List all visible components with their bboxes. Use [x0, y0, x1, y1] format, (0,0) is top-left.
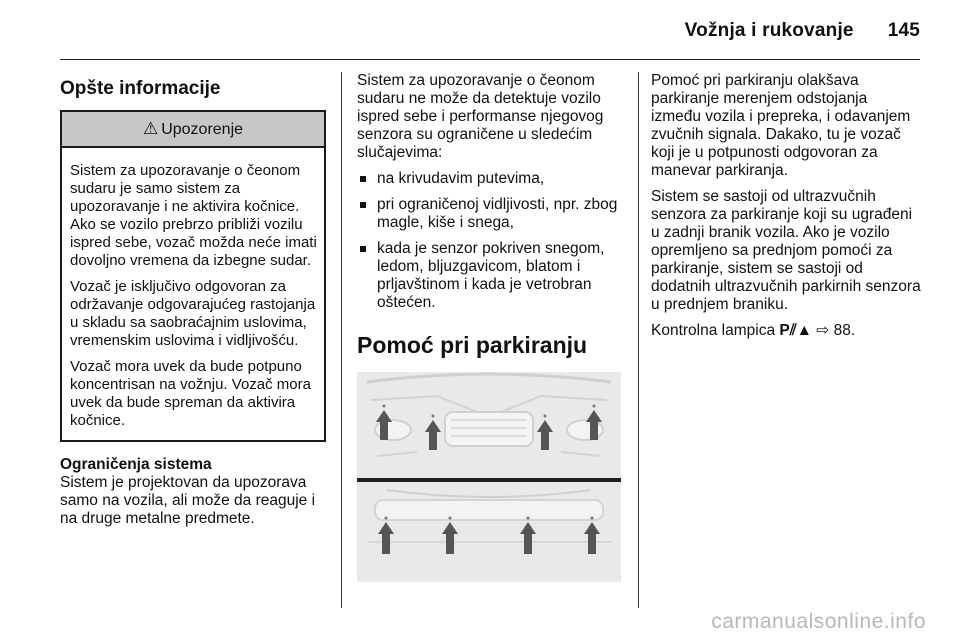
warning-body	[62, 148, 324, 440]
watermark: carmanualsonline.info	[711, 610, 926, 633]
parking-lamp-icon: P⫽▲	[779, 322, 812, 339]
column-divider-1	[341, 72, 342, 608]
page-ref-link[interactable]: 88.	[833, 322, 856, 339]
section-title-general: Opšte informacije	[60, 78, 221, 99]
parking-paragraph-2: Sistem se sastoji od ultrazvučnih senzora za parkiranje koji su ugrađeni u zadnji branik vozila. Ako je vozilo opremljeno sa prednjom pomoći za parkiranje, sistem se sastoji od dodatnih ultrazvučnih parkirnih senzora u prednjem braniku.	[651, 188, 921, 313]
section-title-parking: Pomoć pri parkiranju	[357, 332, 588, 358]
parking-sensor-drawing	[357, 372, 621, 582]
control-lamp-line	[651, 322, 921, 340]
limits-heading: Ograničenja sistema	[60, 456, 212, 473]
limitations-list	[357, 170, 627, 312]
column-3	[651, 72, 921, 348]
page-number: 145	[887, 20, 920, 41]
limits-text: Sistem je projektovan da upozorava samo na vozila, ali može da reaguje i na druge metalne predmete.	[60, 474, 316, 527]
list-item: kada je senzor pokriven snegom, ledom, bljuzgavicom, blatom i prljavštinom i kada je vetrobran oštećen.	[357, 240, 627, 312]
page-ref-arrow-icon: ⇨	[816, 322, 830, 339]
list-item: pri ograničenoj vidljivosti, npr. zbog magle, kiše i snega,	[357, 196, 627, 232]
warning-paragraph: Vozač je isključivo odgovoran za održavanje odgovarajućeg rastojanja u skladu sa saobraćajnim uslovima, vremenskim uslovima i vidljivošću.	[70, 278, 316, 349]
warning-title: Upozorenje	[161, 121, 244, 138]
page-header	[685, 20, 920, 42]
column-divider-2	[638, 72, 639, 608]
warning-paragraph: Vozač mora uvek da bude potpuno koncentrisan na vožnju. Vozač mora uvek da bude spreman da aktivira kočnice.	[70, 358, 311, 429]
column-1	[60, 72, 328, 536]
view-divider	[357, 478, 621, 482]
warning-header	[62, 112, 324, 148]
warning-box	[60, 110, 326, 442]
header-rule	[60, 59, 920, 60]
parking-paragraph-1: Pomoć pri parkiranju olakšava parkiranje merenjem odstojanja između vozila i prepreka, i odavanjem zvučnih signala. Dakako, tu je vozač koji je u potpunosti odgovoran za manevar parkiranja.	[651, 72, 911, 179]
warning-paragraph: Sistem za upozoravanje o čeonom sudaru je samo sistem za upozoravanje i ne aktivira kočnice. Ako se vozilo prebrzo približi vozilu ispred sebe, vozač možda neće imati dovoljno vremena da izbegne sudar.	[70, 162, 317, 269]
limitations-intro: Sistem za upozoravanje o čeonom sudaru ne može da detektuje vozilo ispred sebe i performanse njegovog senzora su ograničene u sledećim slučajevima:	[357, 72, 604, 161]
parking-sensor-illustration	[357, 372, 621, 582]
control-lamp-label: Kontrolna lampica	[651, 322, 776, 339]
column-2	[357, 72, 627, 582]
list-item: na krivudavim putevima,	[357, 170, 627, 188]
chapter-title: Vožnja i rukovanje	[684, 20, 854, 41]
warning-triangle-icon: ⚠	[142, 119, 159, 138]
